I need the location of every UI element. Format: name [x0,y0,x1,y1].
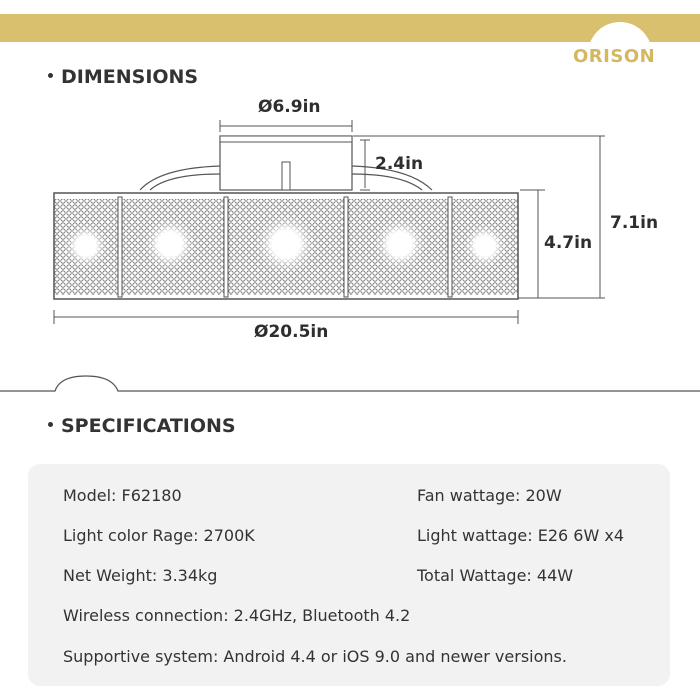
canopy-height-label: 2.4in [375,154,424,174]
dimensions-heading-text: DIMENSIONS [61,66,199,88]
canopy-diameter-label: Ø6.9in [258,97,321,117]
spec-system: Supportive system: Android 4.4 or iOS 9.0 and newer versions. [63,647,567,666]
section-divider [0,376,700,391]
body-diameter-label: Ø20.5in [254,322,329,342]
spec-net-weight: Net Weight: 3.34kg [63,566,218,585]
fan-canopy [220,136,352,190]
spec-model: Model: F62180 [63,486,182,505]
specifications-heading-text: SPECIFICATIONS [61,415,236,437]
spec-wireless: Wireless connection: 2.4GHz, Bluetooth 4.2 [63,606,411,625]
spec-light-color: Light color Rage: 2700K [63,526,255,545]
spec-light-wattage: Light wattage: E26 6W x4 [417,526,625,545]
bullet-icon [48,422,53,427]
spec-fan-wattage: Fan wattage: 20W [417,486,562,505]
spec-total-wattage: Total Wattage: 44W [417,566,574,585]
specifications-heading [48,415,236,437]
brand-logo: ORISON [573,46,656,67]
body-height-label: 4.7in [544,233,593,253]
fan-body [54,193,518,299]
total-height-label: 7.1in [610,213,659,233]
